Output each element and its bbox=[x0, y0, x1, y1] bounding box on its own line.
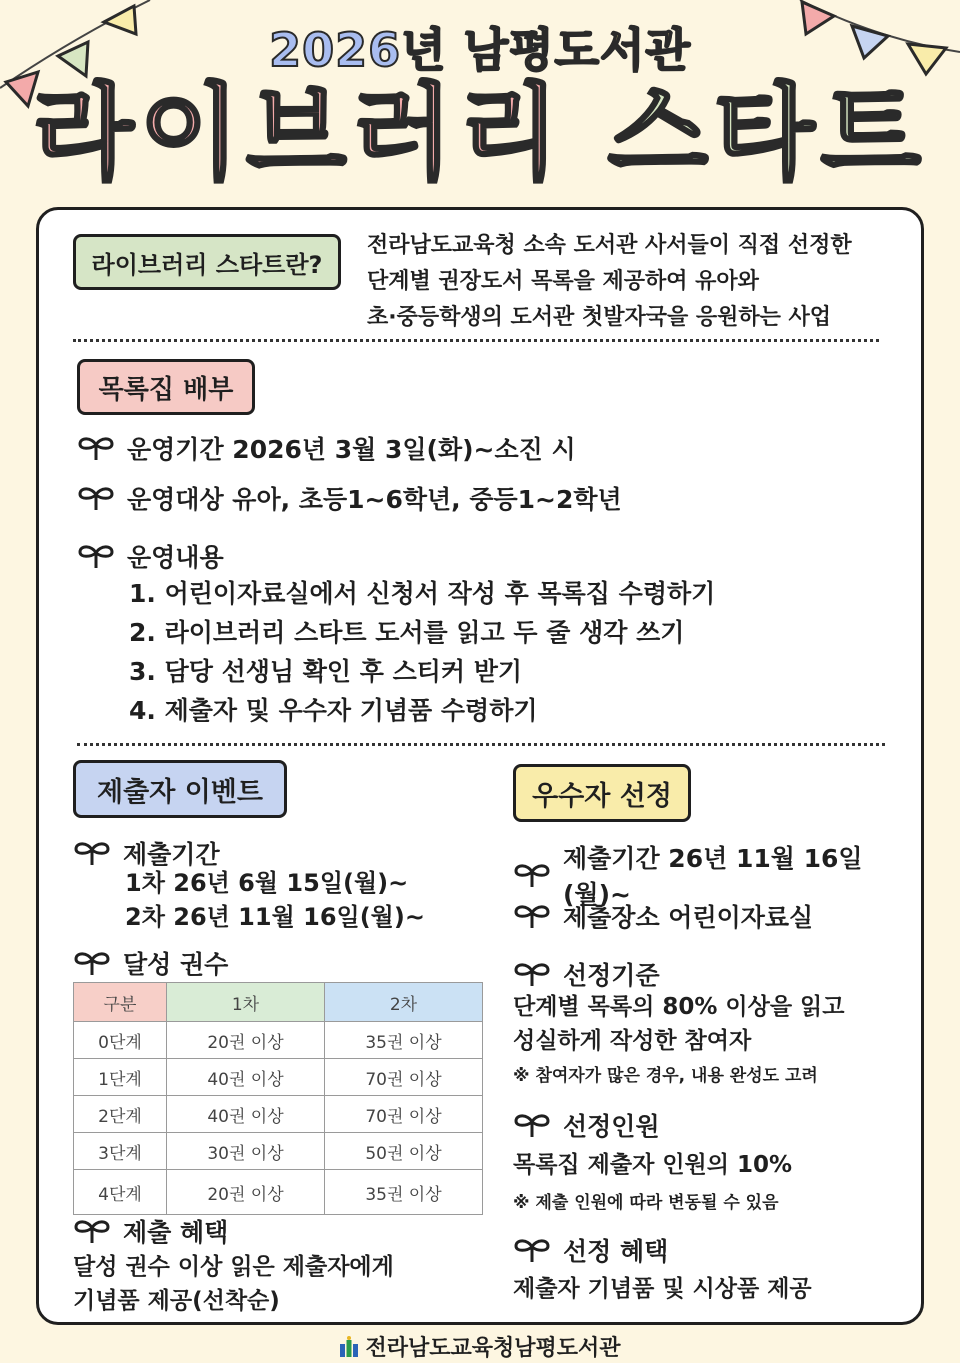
distribution-content-row bbox=[77, 538, 224, 574]
intro-line: 초·중등학생의 도서관 첫발자국을 응원하는 사업 bbox=[367, 305, 832, 330]
distribution-target-row bbox=[77, 480, 622, 516]
distribution-period-row bbox=[77, 430, 576, 466]
sprout-icon bbox=[77, 485, 115, 511]
selection-place: 제출장소 어린이자료실 bbox=[563, 903, 814, 932]
goal-label: 달성 권수 bbox=[123, 950, 229, 979]
table-header: 2차 bbox=[324, 983, 482, 1022]
education-office-logo-icon bbox=[339, 1336, 359, 1358]
submitter-benefit-text bbox=[73, 1250, 394, 1318]
selection-criteria-row bbox=[513, 956, 660, 992]
intro-line: 전라남도교육청 소속 도서관 사서들이 직접 선정한 bbox=[367, 233, 852, 258]
table-header: 1차 bbox=[166, 983, 324, 1022]
table-cell: 2단계 bbox=[74, 1096, 167, 1133]
footer-org-name: 전라남도교육청남평도서관 bbox=[365, 1336, 621, 1361]
submitter-period-list bbox=[125, 866, 425, 934]
selection-benefit-label: 선정 혜택 bbox=[563, 1237, 669, 1266]
selection-count-label: 선정인원 bbox=[563, 1112, 660, 1141]
submitter-period-1: 1차 26년 6월 15일(월)~ bbox=[125, 869, 409, 897]
title-part-library: 라이브러리 bbox=[33, 72, 566, 194]
title-part-start: 스타트 bbox=[607, 72, 927, 194]
step-item: 3. 담당 선생님 확인 후 스티커 받기 bbox=[129, 657, 523, 686]
table-cell: 70권 이상 bbox=[324, 1096, 482, 1133]
table-header-row bbox=[74, 983, 483, 1022]
table-row bbox=[74, 1170, 483, 1215]
benefit-line: 달성 권수 이상 읽은 제출자에게 bbox=[73, 1254, 394, 1280]
table-row bbox=[74, 1022, 483, 1059]
table-cell: 35권 이상 bbox=[324, 1170, 482, 1215]
distribution-tag: 목록집 배부 bbox=[77, 359, 255, 415]
submitter-period-2: 2차 26년 11월 16일(월)~ bbox=[125, 903, 425, 931]
intro-tag: 라이브러리 스타트란? bbox=[73, 234, 341, 290]
table-header: 구분 bbox=[74, 983, 167, 1022]
table-row bbox=[74, 1096, 483, 1133]
sprout-icon bbox=[77, 435, 115, 461]
sprout-icon bbox=[513, 1112, 551, 1138]
selection-benefit-text: 제출자 기념품 및 시상품 제공 bbox=[513, 1276, 812, 1302]
selection-count-row bbox=[513, 1107, 660, 1143]
table-cell: 0단계 bbox=[74, 1022, 167, 1059]
dotted-divider bbox=[77, 743, 885, 746]
sprout-icon bbox=[513, 1237, 551, 1263]
table-row bbox=[74, 1059, 483, 1096]
selection-criteria-label: 선정기준 bbox=[563, 961, 660, 990]
table-cell: 1단계 bbox=[74, 1059, 167, 1096]
step-item: 1. 어린이자료실에서 신청서 작성 후 목록집 수령하기 bbox=[129, 579, 716, 608]
distribution-period: 운영기간 2026년 3월 3일(화)~소진 시 bbox=[127, 435, 576, 464]
header-library-name: 남평도서관 bbox=[463, 23, 691, 77]
distribution-content-label: 운영내용 bbox=[127, 543, 224, 572]
selection-benefit-row bbox=[513, 1232, 668, 1268]
submitter-benefit-row bbox=[73, 1213, 228, 1249]
sprout-icon bbox=[513, 903, 551, 929]
criteria-line: 단계별 목록의 80% 이상을 읽고 bbox=[513, 994, 845, 1020]
intro-line: 단계별 권장도서 목록을 제공하여 유아와 bbox=[367, 269, 759, 294]
table-cell: 40권 이상 bbox=[166, 1096, 324, 1133]
goal-row bbox=[73, 945, 228, 981]
dotted-divider bbox=[73, 339, 879, 342]
sprout-icon bbox=[73, 840, 111, 866]
distribution-target: 운영대상 유아, 초등1~6학년, 중등1~2학년 bbox=[127, 485, 622, 514]
sprout-icon bbox=[77, 543, 115, 569]
footer bbox=[0, 1331, 960, 1362]
header-year: 2026년 bbox=[269, 23, 447, 77]
selection-period: 제출기간 26년 11월 16일(월)~ bbox=[563, 844, 863, 909]
content-card bbox=[36, 207, 924, 1325]
selection-place-row bbox=[513, 898, 813, 934]
table-cell: 4단계 bbox=[74, 1170, 167, 1215]
table-cell: 70권 이상 bbox=[324, 1059, 482, 1096]
page-title bbox=[0, 72, 960, 194]
selection-criteria-text bbox=[513, 990, 844, 1058]
table-cell: 35권 이상 bbox=[324, 1022, 482, 1059]
selection-criteria-note: ※ 참여자가 많은 경우, 내용 완성도 고려 bbox=[513, 1066, 818, 1086]
table-cell: 40권 이상 bbox=[166, 1059, 324, 1096]
table-row bbox=[74, 1133, 483, 1170]
table-cell: 20권 이상 bbox=[166, 1170, 324, 1215]
step-item: 2. 라이브러리 스타트 도서를 읽고 두 줄 생각 쓰기 bbox=[129, 618, 685, 647]
submitter-benefit-label: 제출 혜택 bbox=[123, 1218, 229, 1247]
submitter-event-tag: 제출자 이벤트 bbox=[73, 760, 287, 818]
selection-count-note: ※ 제출 인원에 따라 변동될 수 있음 bbox=[513, 1193, 779, 1213]
intro-description bbox=[367, 228, 907, 336]
table-cell: 50권 이상 bbox=[324, 1133, 482, 1170]
selection-tag: 우수자 선정 bbox=[513, 764, 691, 822]
distribution-steps bbox=[129, 574, 715, 730]
selection-count-text: 목록집 제출자 인원의 10% bbox=[513, 1152, 793, 1178]
table-cell: 30권 이상 bbox=[166, 1133, 324, 1170]
benefit-line: 기념품 제공(선착순) bbox=[73, 1288, 280, 1314]
goal-table bbox=[73, 982, 483, 1215]
sprout-icon bbox=[513, 961, 551, 987]
sprout-icon bbox=[73, 950, 111, 976]
table-cell: 3단계 bbox=[74, 1133, 167, 1170]
step-item: 4. 제출자 및 우수자 기념품 수령하기 bbox=[129, 696, 538, 725]
header-year-line bbox=[0, 14, 960, 80]
sprout-icon bbox=[73, 1218, 111, 1244]
criteria-line: 성실하게 작성한 참여자 bbox=[513, 1028, 752, 1054]
submitter-period-label: 제출기간 bbox=[123, 840, 220, 869]
table-cell: 20권 이상 bbox=[166, 1022, 324, 1059]
sprout-icon bbox=[513, 862, 551, 888]
